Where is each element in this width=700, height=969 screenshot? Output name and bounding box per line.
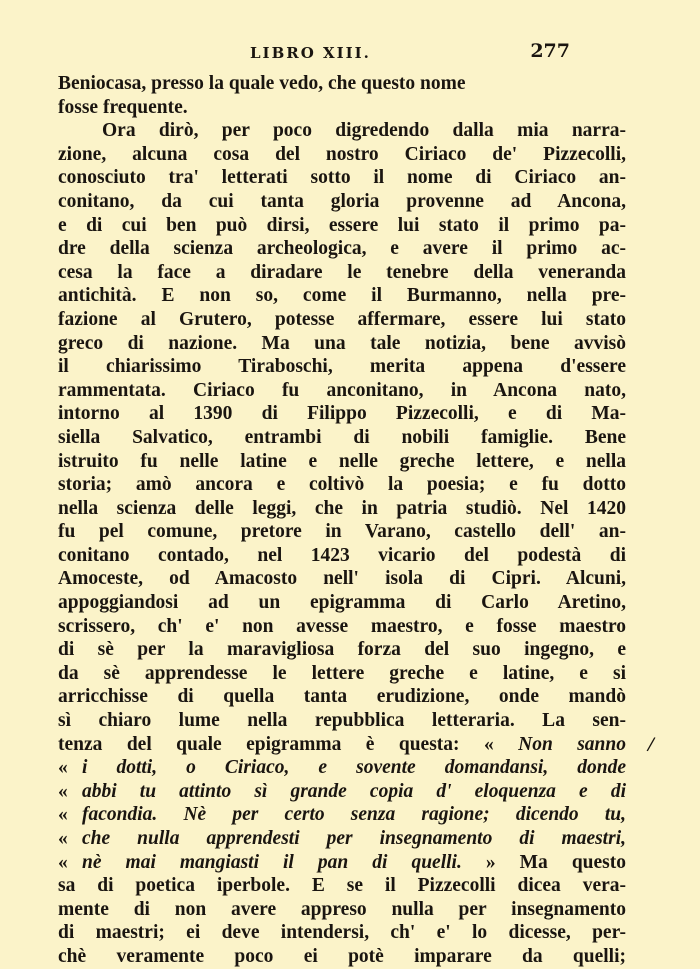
text-line: siella Salvatico, entrambi di nobili famiglie. Bene — [58, 426, 626, 448]
text-line: cesa la face a diradare le tenebre della veneranda — [58, 261, 626, 283]
page-number: 277 — [530, 40, 570, 62]
quote-mark: « — [58, 804, 68, 826]
text-line: appoggiandosi ad un epigramma di Carlo Aretino, — [58, 592, 626, 614]
text-line: e di cui ben può dirsi, essere lui stato il primo pa- — [58, 214, 626, 236]
running-head: LIBRO XIII. — [250, 44, 371, 62]
quote-line — [58, 851, 626, 875]
text-line: Ora dirò, per poco digredendo dalla mia narra- — [102, 120, 626, 142]
text-line: rammentata. Ciriaco fu anconitano, in Ancona nato, — [58, 379, 626, 401]
text-line: di sè per la maravigliosa forza del suo ingegno, e — [58, 639, 626, 661]
quote-mark: « — [58, 780, 68, 802]
text-line: scrissero, ch' e' non avesse maestro, e fosse maestro — [58, 615, 626, 637]
text-line: sa di poetica iperbole. E se il Pizzecolli dicea vera- — [58, 875, 626, 897]
quote-text: facondia. Nè per certo senza ragione; dicendo tu, — [82, 804, 626, 826]
quote-line — [58, 803, 626, 827]
quote-text: che nulla apprendesti per insegnamento di maestri, — [82, 828, 626, 849]
margin-mark: / — [645, 733, 657, 756]
quote-line — [58, 827, 626, 851]
text-line: di maestri; ei deve intendersi, ch' e' lo dicesse, per- — [58, 922, 626, 944]
page-header — [70, 40, 630, 68]
text-line: mente di non avere appreso nulla per insegnamento — [58, 898, 626, 920]
quote-mark: « — [58, 851, 68, 873]
text-line: arricchisse di quella tanta erudizione, onde mandò — [58, 686, 626, 708]
text-line: nella scienza delle leggi, che in patria studiò. Nel 1420 — [58, 497, 626, 519]
text-line: il chiarissimo Tiraboschi, merita appena d'essere — [58, 356, 626, 378]
quote-mark: « — [58, 757, 68, 779]
text-line: fosse frequente. — [58, 96, 188, 118]
text-line: Beniocasa, presso la quale vedo, che questo nome — [58, 73, 466, 94]
text-line: zione, alcuna cosa del nostro Ciriaco de' Pizzecolli, — [58, 143, 626, 165]
text-line: da sè apprendesse le lettere greche e latine, e si — [58, 662, 626, 684]
text-line: dre della scienza archeologica, e avere il primo ac- — [58, 238, 626, 260]
quote-line — [58, 756, 626, 780]
text-line: greco di nazione. Ma una tale notizia, bene avvisò — [58, 332, 626, 354]
text-line: storia; amò ancora e coltivò la poesia; e fu dotto — [58, 474, 626, 496]
text-line: sì chiaro lume nella repubblica letteraria. La sen- — [58, 710, 626, 732]
text-line: fu pel comune, pretore in Varano, castello dell' an- — [58, 521, 626, 543]
text-line: fazione al Grutero, potesse affermare, essere lui stato — [58, 308, 626, 330]
text-line: antichità. E non so, come il Burmanno, nella pre- — [58, 285, 626, 307]
quote-text: nè mai mangiasti il pan di quelli. — [82, 851, 462, 873]
quote-segment: Non sanno — [518, 733, 626, 755]
text-segment: tenza del quale epigramma è questa: « — [58, 733, 494, 755]
text-line: conosciuto tra' letterati sotto il nome di Ciriaco an- — [58, 167, 626, 189]
text-line: Amoceste, od Amacosto nell' isola di Cipri. Alcuni, — [58, 568, 626, 590]
text-line — [58, 733, 626, 757]
quote-mark: « — [58, 828, 68, 849]
quote-text: abbi tu attinto sì grande copia d' eloquenza e di — [82, 780, 626, 802]
body-text — [58, 72, 626, 969]
quote-text: i dotti, o Ciriaco, e sovente domandansi, donde — [82, 757, 626, 779]
text-line: chè veramente poco ei potè imparare da quelli; — [58, 945, 626, 967]
quote-line — [58, 780, 626, 804]
text-line: conitano contado, nel 1423 vicario del podestà di — [58, 544, 626, 566]
text-line: intorno al 1390 di Filippo Pizzecolli, e di Ma- — [58, 403, 626, 425]
text-segment: » Ma questo — [485, 851, 626, 873]
text-line: conitano, da cui tanta gloria provenne ad Ancona, — [58, 190, 626, 212]
text-line: istruito fu nelle latine e nelle greche lettere, e nella — [58, 450, 626, 472]
